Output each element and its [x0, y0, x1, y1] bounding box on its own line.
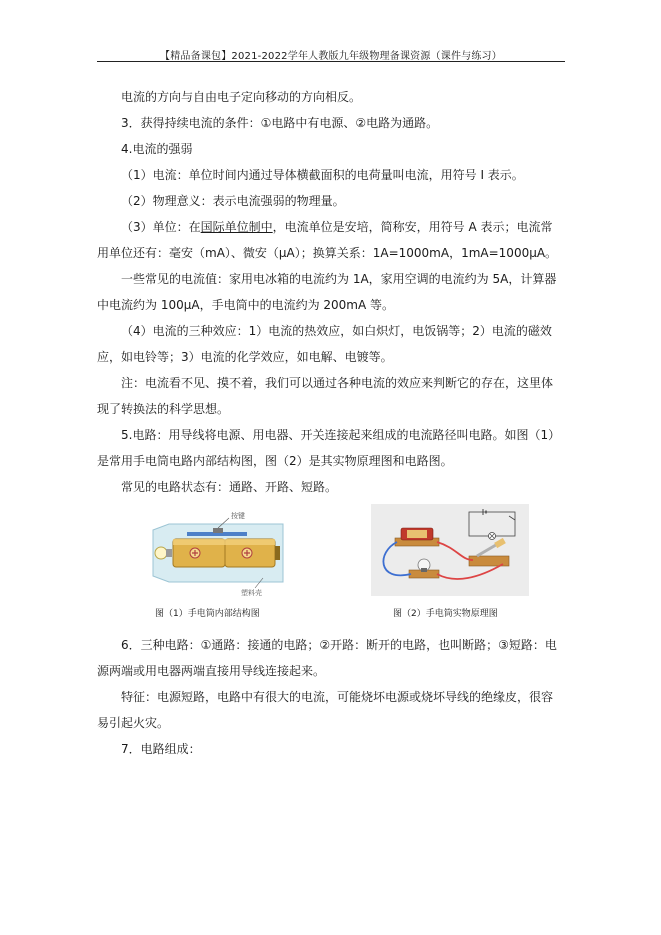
figures-row — [97, 502, 563, 632]
paragraph-current-definition: （1）电流：单位时间内通过导体横截面积的电荷量叫电流，用符号 I 表示。 — [121, 168, 524, 182]
heading-current-strength: 4.电流的强弱 — [121, 142, 193, 156]
paragraph-current-direction: 电流的方向与自由电子定向移动的方向相反。 — [121, 90, 362, 104]
paragraph-three-effects: （4）电流的三种效应：1）电流的热效应，如白炽灯，电饭锅等；2）电流的磁效应，如电铃等；3）电流的化学效应，如电解、电镀等。 — [97, 324, 552, 364]
header-rule — [97, 61, 565, 62]
paragraph-common-values: 一些常见的电流值：家用电冰箱的电流约为 1A，家用空调的电流约为 5A，计算器中电流约为 100μA，手电筒中的电流约为 200mA 等。 — [97, 272, 557, 312]
flashlight-circuit-figure — [371, 504, 529, 596]
figure-2-caption: 图（2）手电筒实物原理图 — [393, 609, 498, 619]
paragraph-continuous-current: 3．获得持续电流的条件：①电路中有电源、②电路为通路。 — [121, 116, 439, 130]
si-units-link[interactable]: 国际单位制中 — [200, 220, 273, 234]
heading-circuit-composition: 7．电路组成： — [121, 742, 201, 756]
label-button: 按键 — [231, 512, 245, 520]
label-plastic-shell: 塑料壳 — [241, 589, 262, 597]
paragraph-circuit-states: 常见的电路状态有：通路、开路、短路。 — [121, 480, 338, 494]
page-header: 【精品备课包】2021-2022学年人教版九年级物理备课资源（课件与练习） — [160, 51, 502, 62]
paragraph-circuit-definition: 5.电路：用导线将电源、用电器、开关连接起来组成的电流路径叫电路。如图（1）是常用手电筒电路内部结构图，图（2）是其实物原理图和电路图。 — [97, 428, 561, 468]
units-text-a: （3）单位：在 — [121, 220, 201, 234]
paragraph-units — [97, 214, 563, 266]
paragraph-three-circuits: 6．三种电路：①通路：接通的电路；②开路：断开的电路，也叫断路；③短路：电源两端或用电器两端直接用导线连接起来。 — [97, 638, 557, 678]
paragraph-short-circuit-feature: 特征：电源短路，电路中有很大的电流，可能烧坏电源或烧坏导线的绝缘皮，很容易引起火灾。 — [97, 690, 554, 730]
flashlight-structure-figure — [143, 508, 293, 598]
figure-1-caption: 图（1）手电筒内部结构图 — [155, 609, 260, 619]
units-text-b: ，电流单位是安培，简称安，用符号 A 表示；电流常用单位还有：毫安（mA）、微安（μA）；换算关系：1A=1000mA，1mA=1000μA。 — [97, 220, 558, 260]
paragraph-physical-meaning: （2）物理意义：表示电流强弱的物理量。 — [121, 194, 345, 208]
paragraph-note: 注：电流看不见、摸不着，我们可以通过各种电流的效应来判断它的存在，这里体现了转换法的科学思想。 — [97, 376, 554, 416]
document-body — [97, 84, 563, 762]
